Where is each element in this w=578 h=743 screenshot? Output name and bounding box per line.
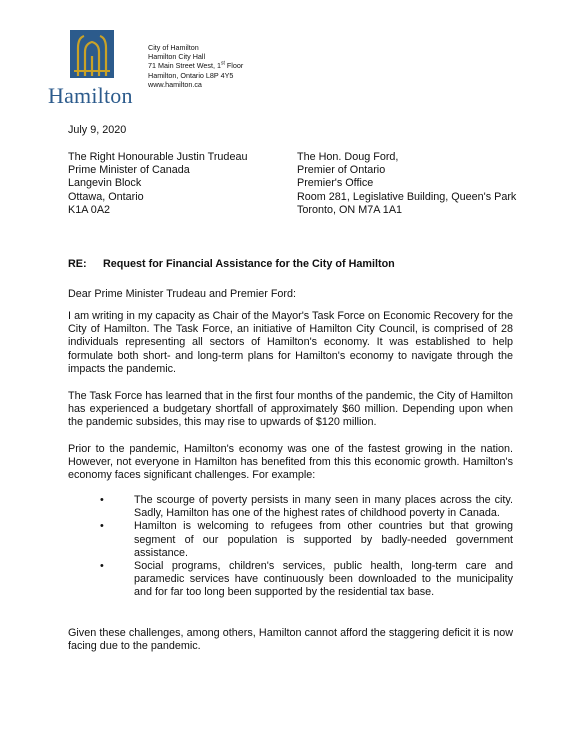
hamilton-logo-wordmark: Hamilton [48, 83, 133, 108]
body-paragraph: Prior to the pandemic, Hamilton's economy was one of the fastest growing in the nation. However, not everyone in Hamilton has benefited from this this economic growth. Hamilton's economy faces significant challenges. For example: [68, 443, 513, 482]
address-line: 71 Main Street West, 1st Floor [148, 61, 244, 71]
list-item [68, 494, 513, 520]
list-item [68, 560, 513, 600]
re-label: RE: [68, 258, 87, 270]
address-line: Hamilton City Hall [148, 52, 206, 62]
bullet-icon: • [100, 520, 104, 533]
recipient-line: The Right Honourable Justin Trudeau [68, 151, 248, 163]
recipient-right [297, 151, 522, 217]
salutation: Dear Prime Minister Trudeau and Premier Ford: [68, 288, 297, 300]
hamilton-logo [48, 30, 144, 110]
website-link[interactable]: www.hamilton.ca [148, 79, 202, 89]
bullet-icon: • [100, 560, 104, 573]
recipient-line: The Hon. Doug Ford, [297, 151, 399, 163]
list-item-text: Hamilton is welcoming to refugees from other countries but that growing segment of our population is supported by badly-needed government assistance. [134, 520, 513, 559]
closing-paragraph: Given these challenges, among others, Hamilton cannot afford the staggering deficit it is now facing due to the pandemic. [68, 627, 513, 653]
bullet-icon: • [100, 494, 104, 506]
address-line: Hamilton, Ontario L8P 4Y5 [148, 70, 234, 80]
recipient-line: Room 281, Legislative Building, Queen's Park [297, 190, 517, 203]
body-paragraph: I am writing in my capacity as Chair of the Mayor's Task Force on Economic Recovery for the City of Hamilton. The Task Force, an initiative of Hamilton City Council, is comprised of 28 individuals representing all sectors of Hamilton's economy. It was established to help formulate both short- and long-term plans for Hamilton's economy to navigate through the impacts the pandemic. [68, 310, 513, 375]
body-paragraph: The Task Force has learned that in the first four months of the pandemic, the City of Hamilton has experienced a budgetary shortfall of approximately $60 million. Depending upon when the pandemic subsides, this may rise to upwards of $120 million. [68, 390, 513, 429]
list-item-text: The scourge of poverty persists in many seen in many places across the city. Sadly, Hamilton has one of the highest rates of childhood poverty in Canada. [134, 494, 513, 520]
challenges-list [68, 494, 513, 600]
address-line: City of Hamilton [148, 43, 199, 52]
letter-date: July 9, 2020 [68, 124, 127, 136]
list-item-text: Social programs, children's services, public health, long-term care and paramedic services have continuously been downloaded to the municipality and for far too long been supported by the residential tax base. [134, 560, 513, 599]
recipient-line: Premier of Ontario [297, 164, 386, 177]
recipient-line: Ottawa, Ontario [68, 190, 144, 203]
recipient-line: Toronto, ON M7A 1A1 [297, 203, 403, 216]
re-subject: Request for Financial Assistance for the City of Hamilton [103, 258, 395, 270]
recipient-line: Prime Minister of Canada [68, 164, 190, 177]
recipient-line: K1A 0A2 [68, 203, 111, 216]
letterhead-address [148, 43, 243, 89]
list-item [68, 520, 513, 560]
recipient-left [68, 151, 247, 217]
hamilton-logo-mark-icon [70, 30, 114, 78]
subject-line [68, 258, 395, 271]
recipient-line: Langevin Block [68, 177, 142, 190]
recipient-line: Premier's Office [297, 177, 374, 190]
